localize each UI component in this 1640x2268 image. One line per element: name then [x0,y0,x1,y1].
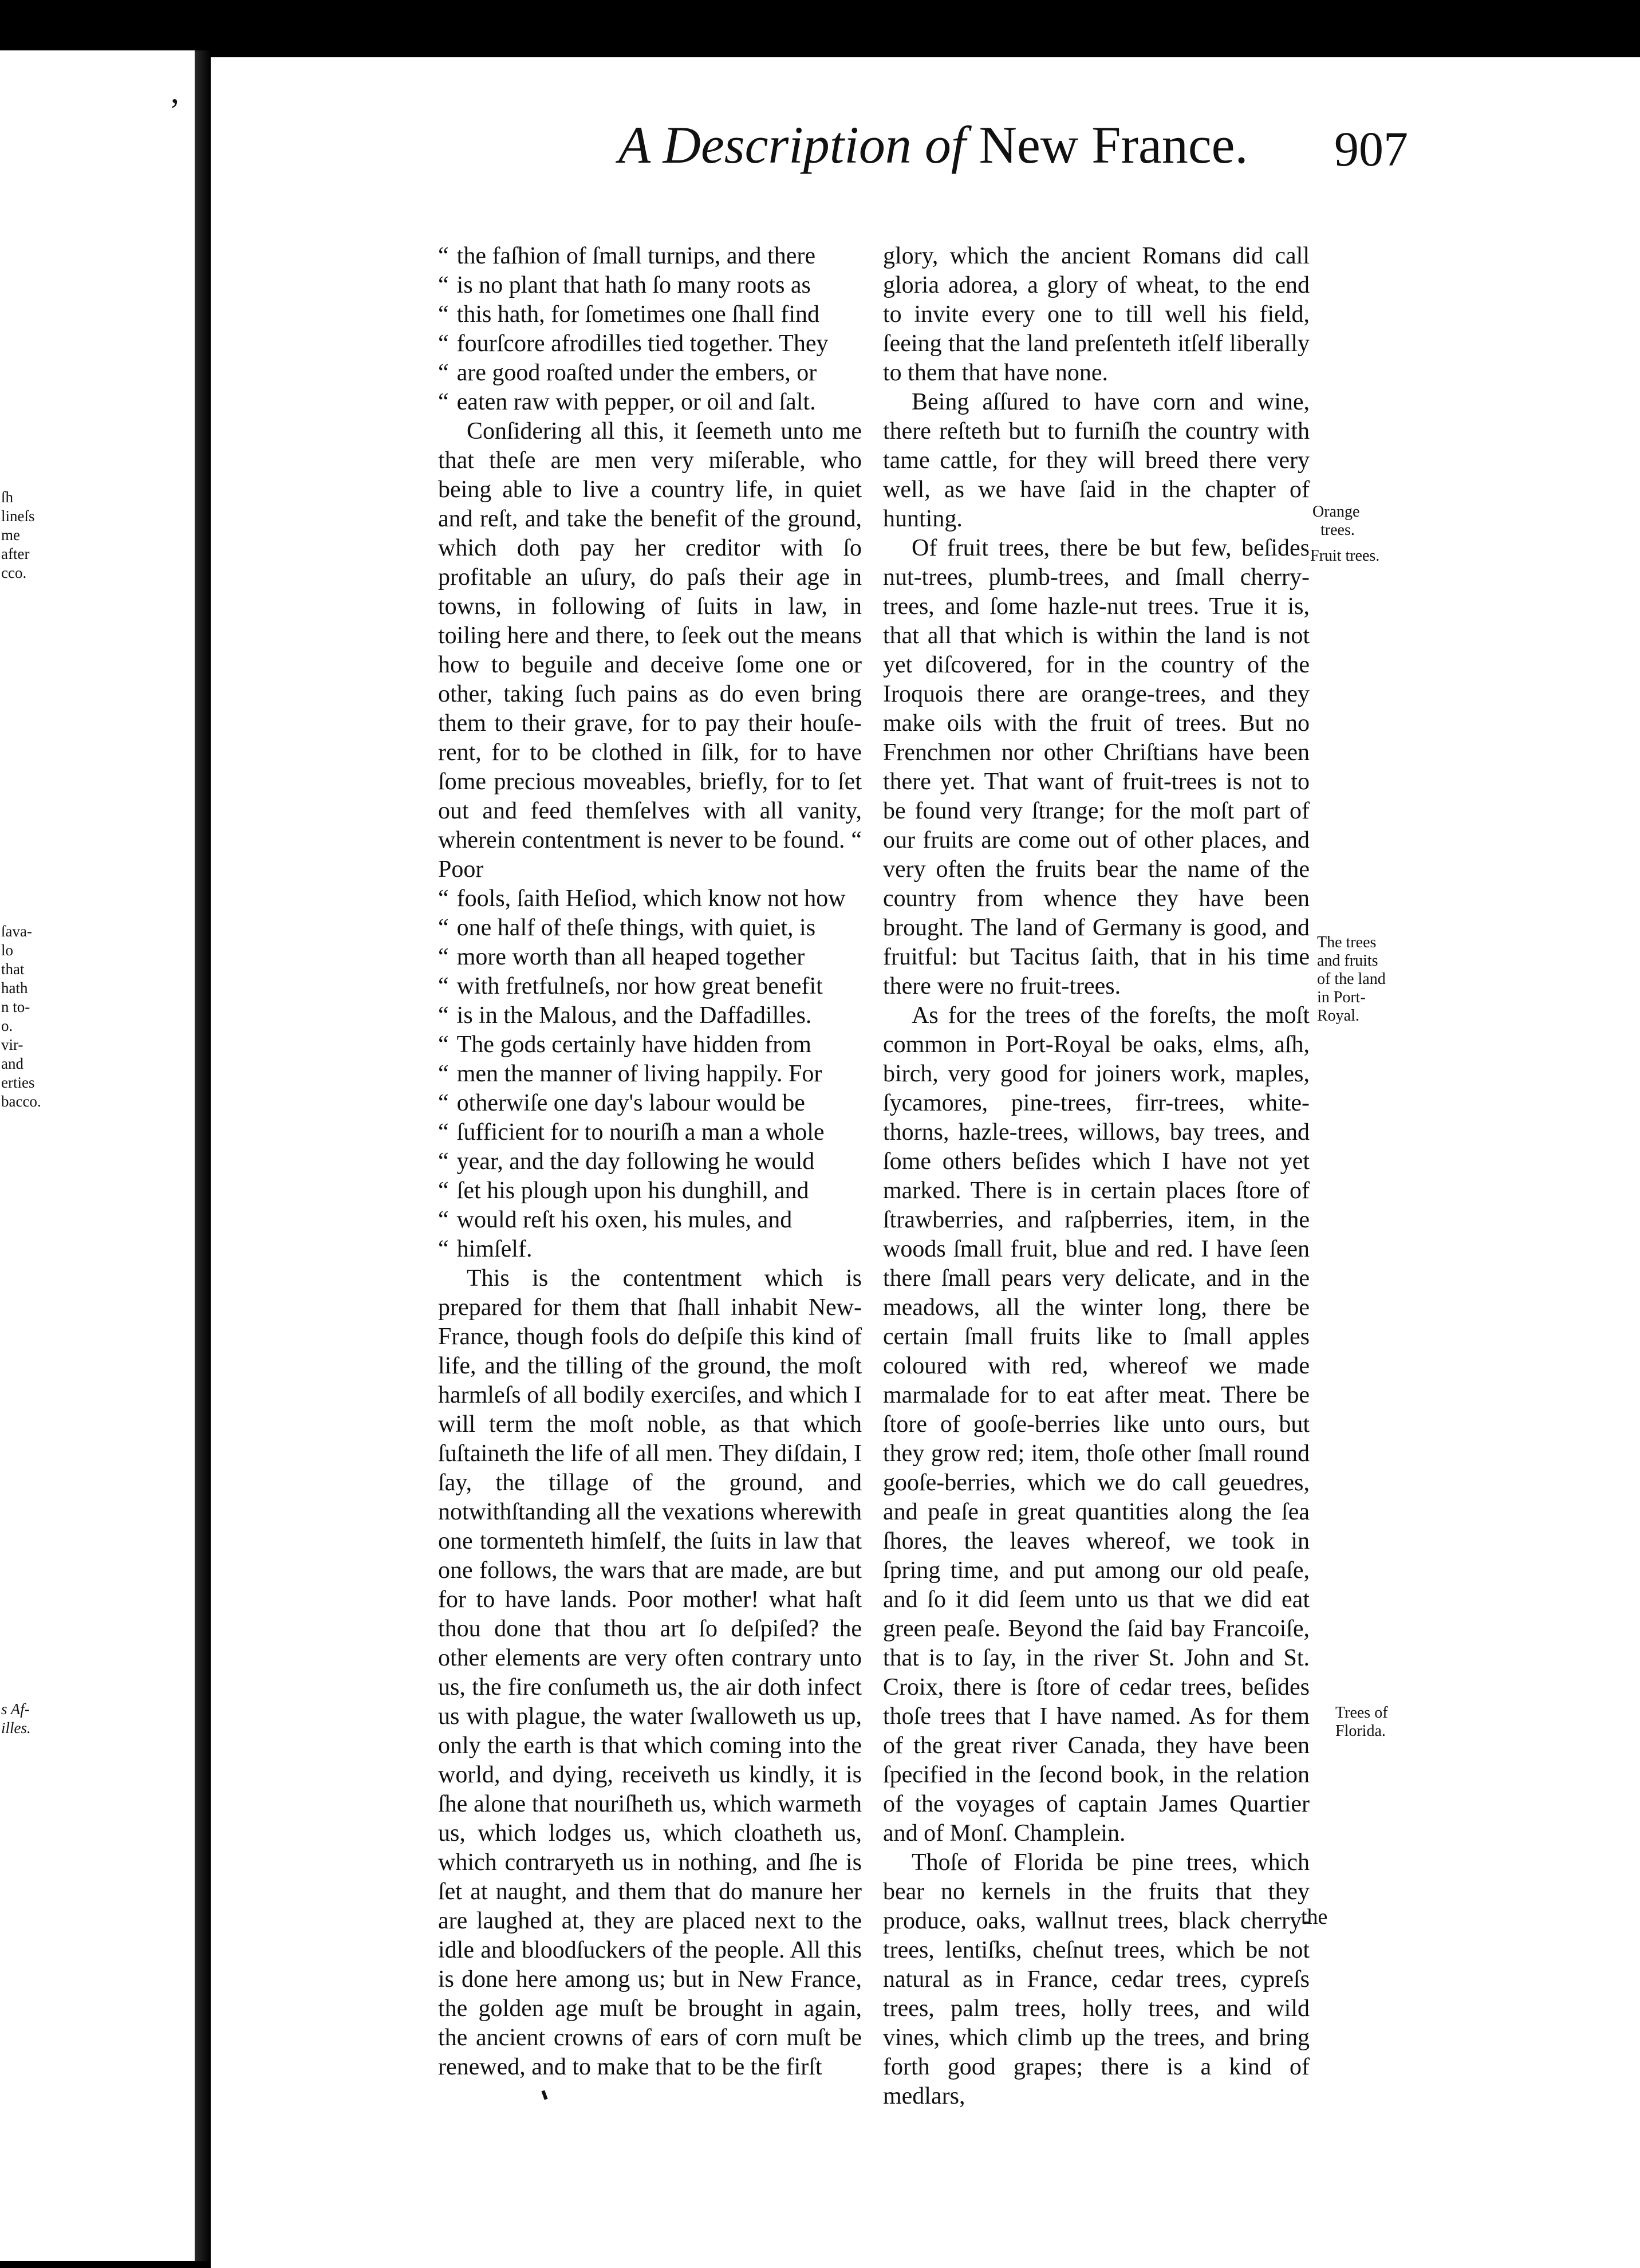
quote-line: “ are good roaſted under the embers, or [438,360,817,386]
paragraph: Being aſſured to have corn and wine, there reſteth but to furniſh the country with tame cattle, for they will breed there very well, as we have ſaid in the chapter of hunting. [883,389,1310,532]
margin-note-port-royal: The trees and fruits of the land in Port- Royal. [1317,934,1386,1025]
running-head-roman: New France. [979,116,1248,174]
left-fragment: me [1,526,20,544]
quote-line: “ men the manner of living happily. For [438,1061,822,1087]
left-fragment: lineſs [1,507,35,525]
gutter-shadow [195,50,211,2261]
quote-line: “ fools, ſaith Heſiod, which know not how [438,885,846,912]
left-fragment: illes. [1,1719,31,1737]
quote-line: “ himſelf. [438,1236,533,1262]
catchword: the [1301,1905,1328,1929]
right-column [883,242,1310,2111]
left-fragment: erties [1,1074,35,1091]
paragraph: glory, which the ancient Romans did call gloria adorea, a glory of wheat, to the end to invite every one to till well his field, ſeeing that the land preſenteth itſelf liberally to them that have none. [883,243,1310,386]
paragraph: Thoſe of Florida be pine trees, which bear no kernels in the fruits that they produce, oaks, wallnut trees, black cherry-trees, lentiſks, cheſnut trees, which be not natural as in France, cedar trees, cypreſs trees, palm trees, holly trees, and wild vines, which climb up the trees, and bring forth good grapes; there is a kind of medlars, [883,1849,1310,2109]
quote-line: “ fourſcore afrodilles tied together. They [438,330,829,357]
quote-line: “ ſet his plough upon his dunghill, and [438,1178,809,1204]
left-fragment: n to- [1,998,30,1015]
margin-note-fruit-trees: Fruit trees. [1310,547,1380,565]
paragraph: Conſidering all this, it ſeemeth unto me that theſe are men very miſerable, who being able to live a country life, in quiet and reſt, and take the benefit of the ground, which doth pay her creditor with ſo profitable an uſury, do paſs their age in towns, in following of ſuits in law, in toiling here and there, to ſeek out the means how to beguile and deceive ſome one or other, taking ſuch pains as do even bring them to their grave, for to pay their houſe-rent, for to be clothed in ſilk, for to have ſome precious moveables, briefly, for to ſet out and feed themſelves with all vanity, wherein contentment is never to be found. “ Poor [438,418,862,883]
left-fragment: ſh [1,489,14,506]
left-fragment: after [1,545,30,562]
left-page-edge [0,50,195,2261]
quote-line: “ otherwiſe one day's labour would be [438,1090,805,1116]
paragraph: Of fruit trees, there be but few, beſides nut-trees, plumb-trees, and ſmall cherry-trees, and ſome hazle-nut trees. True it is, that all that which is within the land is not yet diſcovered, for in the country of the Iroquois there are orange-trees, and they make oils with the fruit of trees. But no Frenchmen nor other Chriſtians have been there yet. That want of fruit-trees is not to be found very ſtrange; for the moſt part of our fruits are come out of other places, and very often the fruits bear the name of the country from whence they have been brought. The land of Germany is good, and fruitful: but Tacitus ſaith, that in his time there were no fruit-trees. [883,535,1310,999]
quote-line: “ with fretfulneſs, nor how great benefit [438,973,823,999]
paragraph: As for the trees of the foreſts, the moſt common in Port-Royal be oaks, elms, aſh, birch, very good for joiners work, maples, ſycamores, pine-trees, firr-trees, white-thorns, hazle-trees, willows, bay trees, and ſome others beſides which I have not yet marked. There is in certain places ſtore of ſtrawberries, and raſpberries, item, in the woods ſmall fruit, blue and red. I have ſeen there ſmall pears very delicate, and in the meadows, all the winter long, there be certain ſmall fruits like to ſmall apples coloured with red, whereof we made marmalade for to eat after meat. There be ſtore of gooſe-berries like unto ours, but they grow red; item, thoſe other ſmall round gooſe-berries, which we do call geuedres, and peaſe in great quantities along the ſea ſhores, the leaves whereof, we took in ſpring time, and put among our old peaſe, and ſo it did ſeem unto us that we did eat green peaſe. Beyond the ſaid bay Francoiſe, that is to ſay, in the river St. John and St. Croix, there is ſtore of cedar trees, beſides thoſe trees that I have named. As for them of the great river Canada, they have been ſpecified in the ſecond book, in the relation of the voyages of captain James Quartier and of Monſ. Champlein. [883,1002,1310,1846]
quote-line: “ more worth than all heaped together [438,944,805,970]
quote-line: “ ſufficient for to nouriſh a man a whole [438,1119,825,1145]
quote-line: “ this hath, for ſometimes one ſhall find [438,301,820,328]
quote-line: “ would reſt his oxen, his mules, and [438,1207,793,1233]
left-fragment: hath [1,979,28,997]
quote-line: “ eaten raw with pepper, or oil and ſalt. [438,389,816,415]
left-fragment: that [1,960,25,978]
left-fragment: and [1,1055,23,1072]
left-fragment: ſava- [1,923,32,940]
left-column [438,242,862,2082]
page-corner-mark: ‚ [169,72,180,110]
running-head [618,115,1248,175]
left-fragment: s Af- [1,1700,30,1718]
quote-line: “ The gods certainly have hidden from [438,1031,811,1058]
left-fragment: o. [1,1017,13,1034]
left-fragment: vir- [1,1036,23,1053]
paragraph: This is the contentment which is prepared for them that ſhall inhabit New-France, though fools do deſpiſe this kind of life, and the tilling of the ground, the moſt harmleſs of all bodily exerciſes, and which I will term the moſt noble, as that which ſuſtaineth the life of all men. They diſdain, I ſay, the tillage of the ground, and notwithſtanding all the vexations wherewith one tormenteth himſelf, the ſuits in law that one follows, the wars that are made, are but for to have lands. Poor mother! what haſt thou done that thou art ſo deſpiſed? the other elements are very often contrary unto us, the fire conſumeth us, the air doth infect us with plague, the water ſwalloweth us up, only the earth is that which coming into the world, and dying, receiveth us kindly, it is ſhe alone that nouriſheth us, which warmeth us, which lodges us, which cloatheth us, which contraryeth us in nothing, and ſhe is ſet at naught, and them that do manure her are laughed at, they are placed next to the idle and bloodſuckers of the people. All this is done here among us; but in New France, the golden age muſt be brought in again, the ancient crowns of ears of corn muſt be renewed, and to make that to be the firſt [438,1265,862,2080]
left-fragment: bacco. [1,1093,41,1110]
left-fragment: cco. [1,564,27,581]
quote-line: “ is no plant that hath ſo many roots as [438,272,811,298]
running-head-italic: A Description of [618,116,966,174]
margin-note-florida: Trees of Florida. [1335,1704,1388,1740]
page-number: 907 [1334,121,1408,176]
quote-line: “ year, and the day following he would [438,1148,815,1175]
margin-note-orange-trees: Orange trees. [1312,503,1360,539]
quote-line: “ one half of theſe things, with quiet, is [438,915,816,941]
quote-line: “ is in the Malous, and the Daffadilles. [438,1002,812,1029]
quote-line: “ the faſhion of ſmall turnips, and there [438,243,815,269]
left-fragment: lo [1,942,14,959]
